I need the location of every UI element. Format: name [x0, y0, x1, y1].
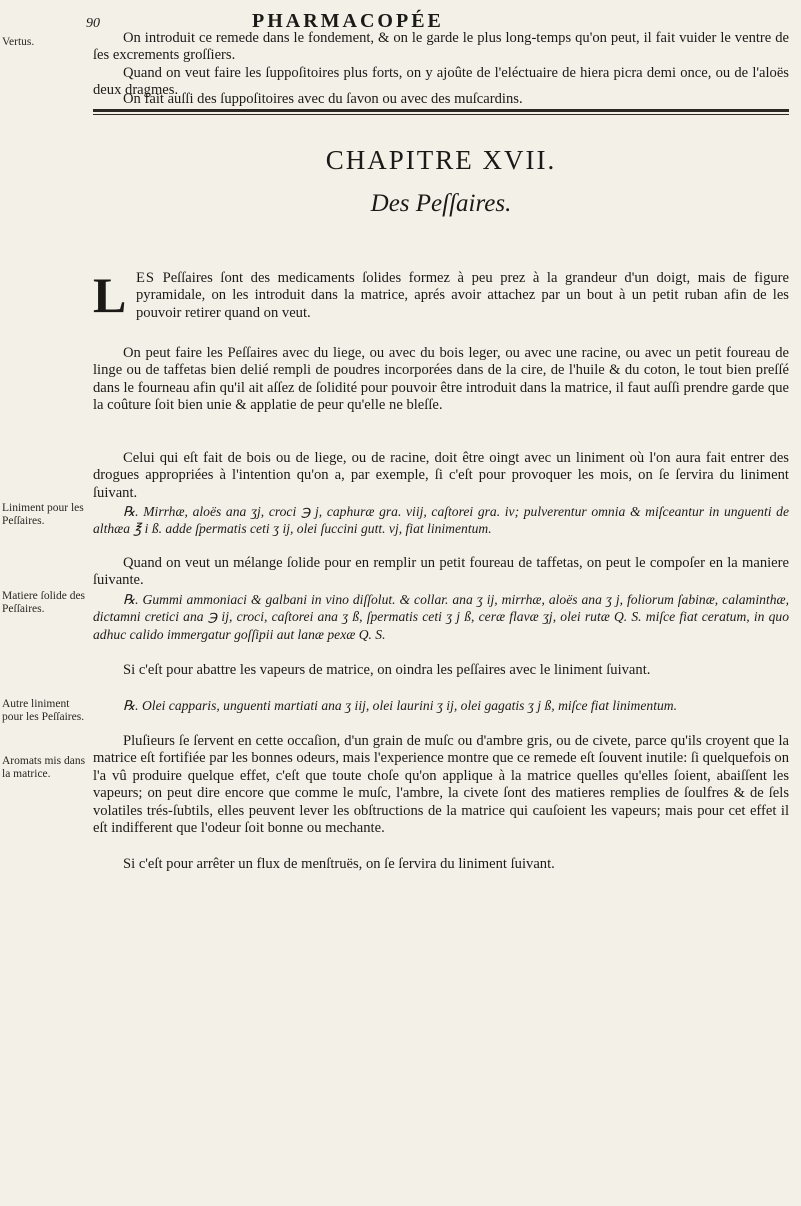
- paragraph-definition: [136, 270, 789, 322]
- lead-word: ES: [136, 270, 156, 286]
- margin-note-autre: Autre liniment pour les Peſſaires.: [2, 698, 85, 723]
- running-title: PHARMACOPÉE: [252, 10, 444, 32]
- paragraph-materials: On peut faire les Peſſaires avec du liege, ou avec du bois leger, ou avec une racine, ou avec un petit foureau de linge ou de taffetas bien delié rempli de poudres incorporées dans de la cire, de l'huile & du coton, le tout bien preſſé dans le fourneau afin qu'il ait aſſez de ſolidité pour pouvoir être introduit dans la matrice, il faut auſſi prendre garde que la coûture ſoit bien unie & applatie de peur qu'elle ne bleſſe.: [93, 345, 789, 414]
- paragraph-flux: Si c'eſt pour arrêter un flux de menſtruës, on ſe ſervira du liniment ſuivant.: [123, 856, 555, 872]
- paragraph-solid-mix: Quand on veut un mélange ſolide pour en remplir un petit foureau de taffetas, on peut le compoſer en la maniere ſuivante.: [93, 555, 789, 589]
- chapter-rule-thick: [93, 109, 789, 112]
- margin-note-aromats: Aromats mis dans la matrice.: [2, 755, 86, 780]
- definition-text: Peſſaires ſont des medicaments ſolides formez à peu prez à la grandeur d'un doigt, mais de figure pyramidale, on les introduit dans la matrice, aprés avoir attachez par un bout à un petit ruban afin de les pouvoir retirer quand on veut.: [136, 270, 789, 321]
- margin-note-liniment: Liniment pour les Peſſaires.: [2, 502, 84, 527]
- recipe-liniment: ℞. Mirrhæ, aloës ana ʒj, croci ℈ j, caphuræ gra. viij, caſtorei gra. iv; pulverentur omnia & miſceantur in unguenti de althæa ℥ i ß. adde ſpermatis ceti ʒ ij, olei ſuccini gutt. vj, fiat linimentum.: [93, 504, 789, 537]
- chapter-title: Des Peſſaires.: [370, 190, 512, 217]
- recipe-cerate: ℞. Gummi ammoniaci & galbani in vino diſſolut. & collar. ana ʒ ij, mirrhæ, aloës ana ʒ j, foliorum ſabinæ, calaminthæ, dictamni cretici ana ℈ ij, croci, caſtorei ana ʒ ß, ſpermatis ceti ʒ j ß, ceræ flavæ ʒj, olei rutæ Q. S. miſce fiat ceratum, in quo adhuc calido immergatur goſſipii aut lanæ pexæ Q. S.: [93, 592, 789, 642]
- paragraph-intro-2: Quand on veut faire les ſuppoſitoires plus forts, on y ajoûte de l'eléctuaire de hiera picra demi once, ou de l'aloës deux dragmes.: [93, 65, 789, 99]
- paragraph-intro-1: On introduit ce remede dans le fondement, & on le garde le plus long-temps qu'on peut, il fait vuider le ventre de ſes excrements groſſiers.: [93, 30, 789, 64]
- recipe-other-liniment: ℞. Olei capparis, unguenti martiati ana ʒ iij, olei laurini ʒ ij, olei gagatis ʒ j ß, miſce fiat linimentum.: [123, 698, 677, 713]
- paragraph-wood: Celui qui eſt fait de bois ou de liege, ou de racine, doit être oingt avec un liniment où l'on aura fait entrer des drogues appropriées à l'intention qu'on a, par exemple, ſi c'eſt pour provoquer les mois, on ſe ſervira du liniment ſuivant.: [93, 450, 789, 501]
- page-header: [30, 6, 790, 32]
- chapter-rule-thin: [93, 114, 789, 115]
- drop-cap: L: [93, 267, 127, 323]
- paragraph-aromats: Pluſieurs ſe ſervent en cette occaſion, d'un grain de muſc ou d'ambre gris, ou de civete, parce qu'ils croyent que la matrice eſt fortifiée par les bonnes odeurs, mais l'experience montre que ce remede eſt ſouvent inutile: ſi quelquefois on l'a vû produire quelque effet, c'eſt que toute choſe qu'on applique à la matrice quelles qu'elles ſoient, abaiſſent les vapeurs; on peut dire encore que comme le muſc, l'ambre, la civete ſont des matieres remplies de ſoulfres & de ſels volatiles trés-ſubtils, elles peuvent lever les obſtructions de la matrice qui cauſoient les vapeurs; mais pour cet effet il eſt indifferent que l'odeur ſoit bonne ou mechante.: [93, 733, 789, 837]
- margin-note-matiere: Matiere ſolide des Peſſaires.: [2, 590, 86, 615]
- paragraph-vapeurs: Si c'eſt pour abattre les vapeurs de matrice, on oindra les peſſaires avec le liniment ſuivant.: [123, 662, 651, 678]
- chapter-number: CHAPITRE XVII.: [325, 145, 557, 175]
- page-number: 90: [86, 16, 100, 31]
- margin-note-vertus: Vertus.: [2, 36, 35, 48]
- paragraph-intro-3: On fait auſſi des ſuppoſitoires avec du ſavon ou avec des muſcardins.: [123, 91, 523, 107]
